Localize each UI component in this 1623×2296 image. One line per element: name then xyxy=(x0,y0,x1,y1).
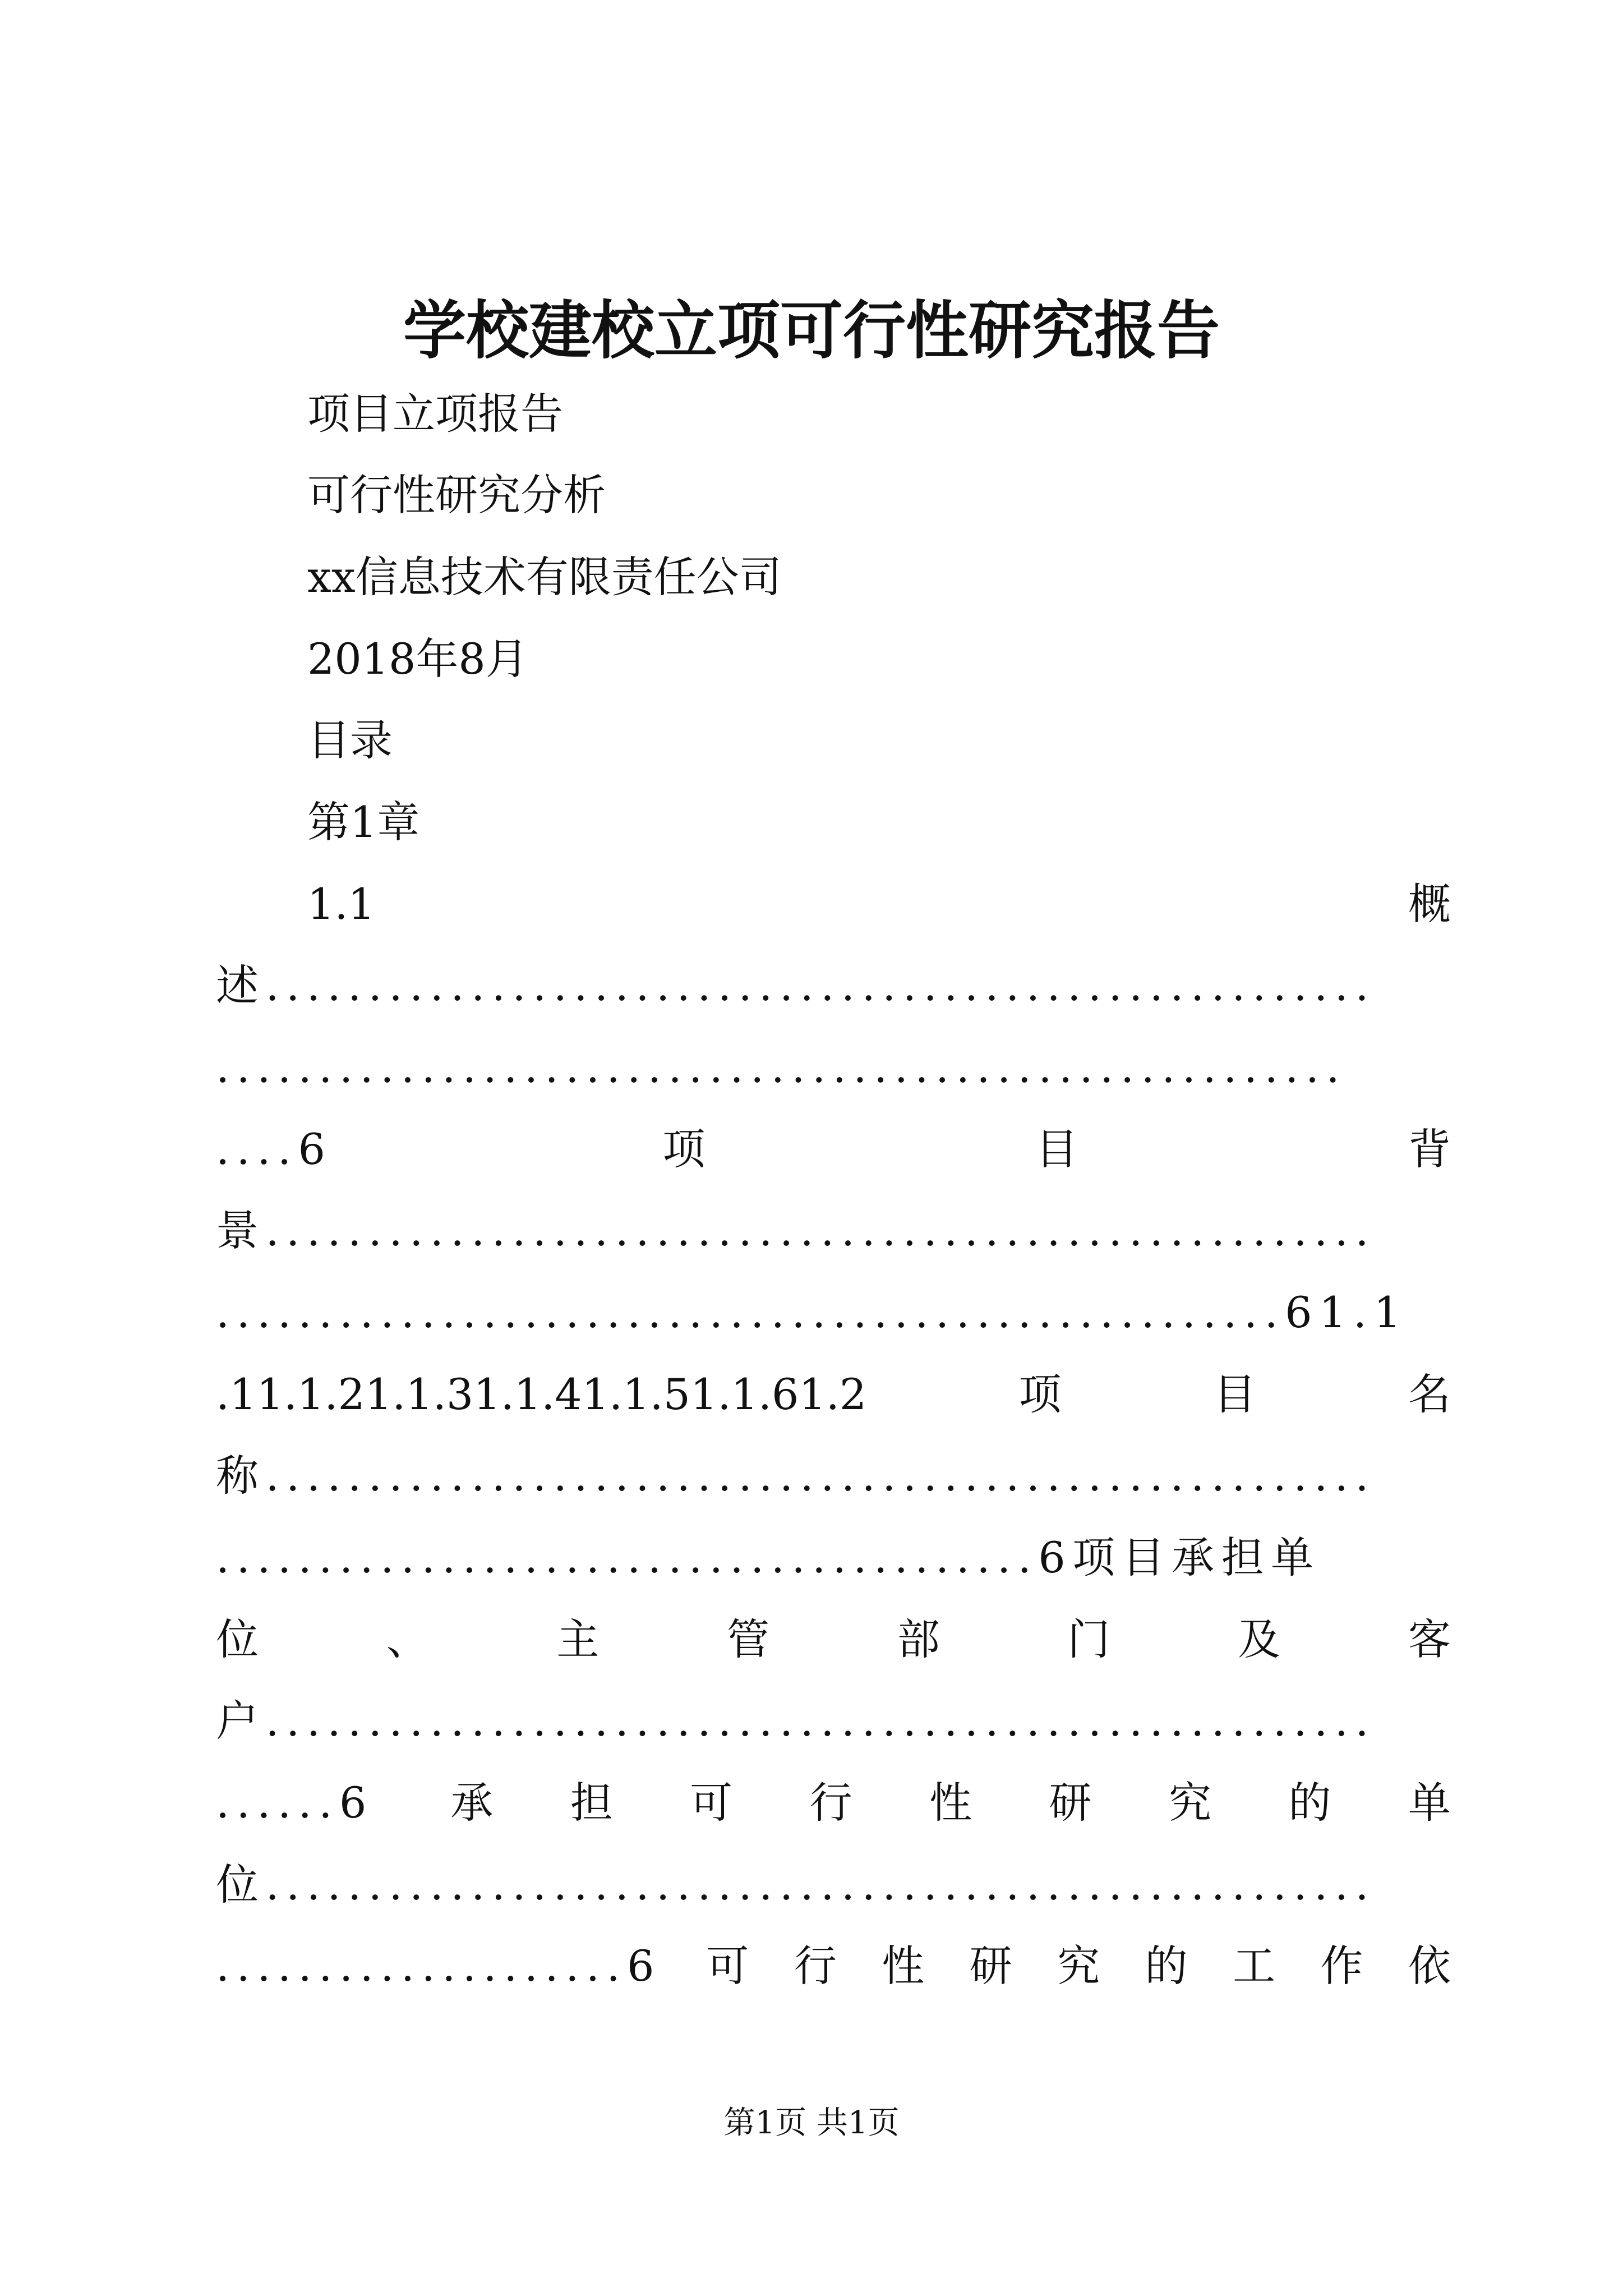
toc-line-11-seg-1: 户...................................................... xyxy=(216,1696,1376,1746)
toc-line-14-seg-5: 研 xyxy=(969,1941,1012,1991)
toc-line-12-seg-4: 可 xyxy=(690,1778,733,1828)
toc-line-10 xyxy=(216,1609,1451,1671)
toc-line-12-seg-10: 单 xyxy=(1408,1778,1451,1828)
toc-line-12-seg-5: 行 xyxy=(809,1778,852,1828)
page-footer: 第1页 共1页 xyxy=(723,2105,900,2141)
toc-line-10-seg-6: 门 xyxy=(1067,1614,1110,1664)
toc-line-10-seg-5: 部 xyxy=(897,1614,940,1664)
toc-line-14-seg-6: 究 xyxy=(1057,1941,1100,1991)
toc-heading: 目录 xyxy=(307,715,393,765)
toc-line-4-seg-1: ....6 xyxy=(216,1124,333,1174)
toc-line-13 xyxy=(216,1854,1451,1916)
toc-line-10-seg-2: 、 xyxy=(386,1614,429,1664)
toc-line-9-seg-1: ........................................6项目承担单 xyxy=(216,1533,1321,1582)
toc-line-7-seg-1: .11.1.21.1.31.1.41.1.51.1.61.2 xyxy=(216,1369,867,1419)
toc-line-7-seg-4: 名 xyxy=(1408,1369,1451,1419)
toc-line-14-seg-4: 性 xyxy=(882,1941,925,1991)
toc-line-1-seg-2: 概 xyxy=(1408,879,1451,929)
toc-line-14-seg-2: 可 xyxy=(706,1941,749,1991)
toc-line-14-seg-8: 工 xyxy=(1233,1941,1276,1991)
toc-line-8-seg-1: 称...................................................... xyxy=(216,1451,1376,1501)
toc-line-12-seg-6: 性 xyxy=(929,1778,972,1828)
toc-line-4-seg-4: 背 xyxy=(1408,1124,1451,1174)
toc-line-9 xyxy=(216,1527,1451,1589)
toc-line-10-seg-3: 主 xyxy=(556,1614,600,1664)
toc-line-14 xyxy=(216,1935,1451,1997)
header-line-1: 项目立项报告 xyxy=(307,389,563,439)
toc-line-12-seg-8: 究 xyxy=(1168,1778,1211,1828)
toc-line-1-seg-1: 1.1 xyxy=(307,879,375,929)
toc-line-12-seg-1: ......6 xyxy=(216,1778,374,1828)
toc-line-12-seg-7: 研 xyxy=(1049,1778,1092,1828)
toc-line-7-seg-3: 目 xyxy=(1213,1369,1256,1419)
toc-line-14-seg-3: 行 xyxy=(794,1941,837,1991)
toc-line-10-seg-1: 位 xyxy=(216,1614,259,1664)
toc-line-2 xyxy=(216,955,1451,1016)
toc-line-6 xyxy=(216,1282,1451,1343)
toc-line-14-seg-9: 作 xyxy=(1320,1941,1363,1991)
toc-line-4 xyxy=(216,1119,1451,1180)
toc-line-5-seg-1: 景...................................................... xyxy=(216,1205,1376,1255)
toc-line-8 xyxy=(216,1445,1451,1507)
toc-line-10-seg-8: 客 xyxy=(1408,1614,1451,1664)
toc-line-2-seg-1: 述...................................................... xyxy=(216,960,1376,1010)
toc-line-4-seg-2: 项 xyxy=(662,1124,706,1174)
toc-line-3 xyxy=(216,1037,1451,1098)
toc-line-14-seg-1: ....................6 xyxy=(216,1941,662,1991)
toc-line-12 xyxy=(216,1772,1451,1834)
toc-line-11 xyxy=(216,1690,1451,1752)
toc-line-12-seg-2: 承 xyxy=(450,1778,494,1828)
header-line-4: 2018年8月 xyxy=(307,634,528,684)
toc-line-6-seg-1: ....................................................61.1 xyxy=(216,1287,1408,1337)
toc-line-12-seg-3: 担 xyxy=(570,1778,613,1828)
toc-line-1 xyxy=(307,873,1451,935)
chapter-heading: 第1章 xyxy=(307,797,420,847)
header-line-2: 可行性研究分析 xyxy=(307,470,606,520)
header-line-3: xx信息技术有限责任公司 xyxy=(307,552,782,602)
toc-line-10-seg-4: 管 xyxy=(727,1614,770,1664)
toc-line-14-seg-10: 依 xyxy=(1408,1941,1451,1991)
toc-line-10-seg-7: 及 xyxy=(1238,1614,1281,1664)
toc-line-14-seg-7: 的 xyxy=(1145,1941,1188,1991)
document-title: 学校建校立项可行性研究报告 xyxy=(403,294,1220,367)
toc-line-4-seg-3: 目 xyxy=(1035,1124,1078,1174)
toc-line-12-seg-9: 的 xyxy=(1288,1778,1331,1828)
toc-line-13-seg-1: 位...................................................... xyxy=(216,1860,1376,1910)
toc-line-3-seg-1: ....................................................... xyxy=(216,1042,1347,1092)
toc-line-7 xyxy=(216,1364,1451,1425)
toc-line-7-seg-2: 项 xyxy=(1018,1369,1062,1419)
toc-line-5 xyxy=(216,1200,1451,1262)
